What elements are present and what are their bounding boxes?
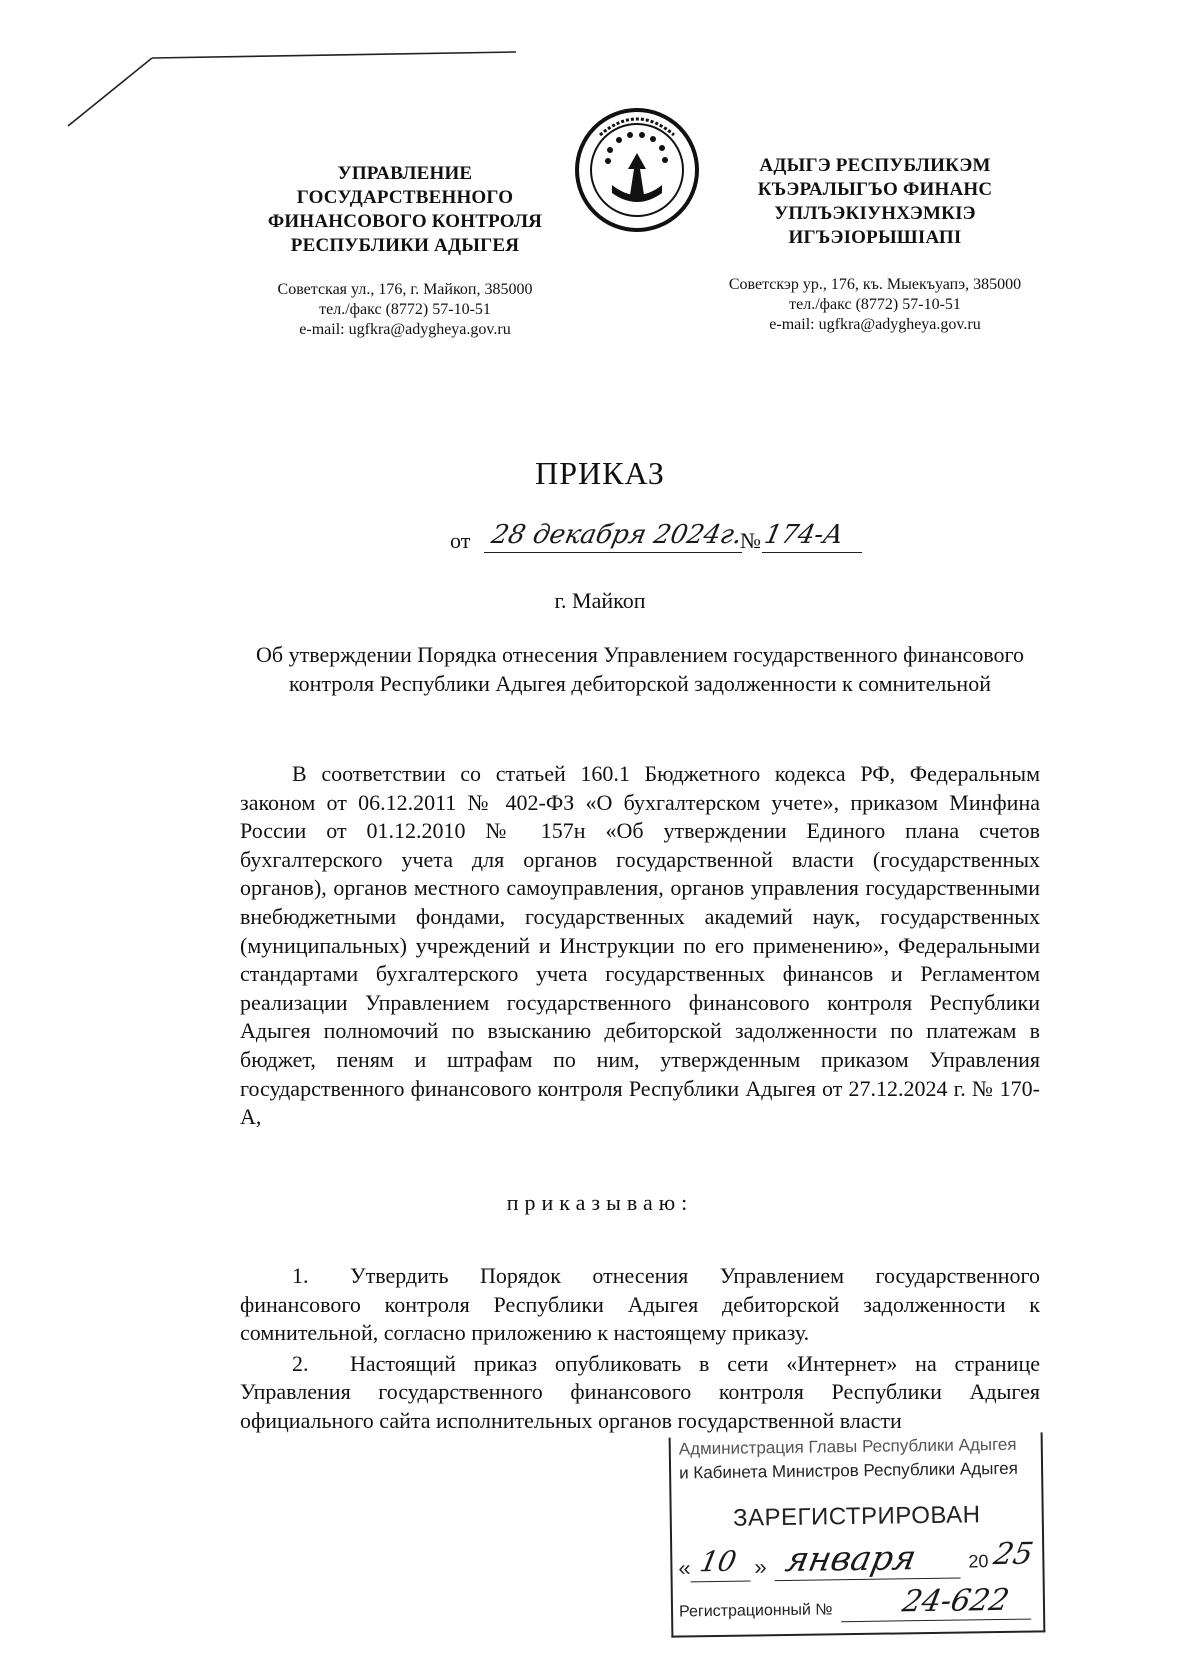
- day-underline: [691, 1580, 751, 1582]
- right-org-name: АДЫГЭ РЕСПУБЛИКЭМ КЪЭРАЛЫГЪО ФИНАНС УПЛЪЭКIУНХЭМКIЭ ИГЪЭIОРЫШIАПI: [757, 155, 993, 248]
- registration-stamp: [669, 1432, 1046, 1637]
- item-number: 1.: [292, 1263, 309, 1288]
- order-subject: Об утверждении Порядка отнесения Управлением государственного финансового контроля Республики Адыгея дебиторской задолженности к сомнительной: [256, 642, 1024, 696]
- stamp-authority-line-2: и Кабинета Министров Республики Адыгея: [678, 1458, 1019, 1483]
- handwritten-year-suffix: 25: [990, 1536, 1036, 1573]
- from-label: от: [450, 528, 471, 553]
- document-title: ПРИКАЗ: [535, 455, 665, 491]
- right-address-block: Советскэр ур., 176, къ. Мыекъуапэ, 385000 тел./факс (8772) 57-10-51 e-mail: ugfkra@adygheya.gov.ru: [728, 276, 1022, 333]
- handwritten-month: января: [782, 1538, 920, 1581]
- order-item: [240, 1350, 1040, 1436]
- item-text: Настоящий приказ опубликовать в сети «Интернет» на странице Управления государственного финансового контроля Республики Адыгея официального сайта исполнительных органов государственной власти: [240, 1350, 1040, 1433]
- item-number: 2.: [292, 1350, 309, 1376]
- reg-number-underline: [841, 1619, 1031, 1623]
- republic-coat-of-arms-emblem: [572, 105, 702, 235]
- stamp-reg-label: Регистрационный №: [678, 1601, 833, 1621]
- number-underline: [762, 552, 862, 553]
- order-item: [240, 1262, 1040, 1348]
- left-org-name: УПРАВЛЕНИЕ ГОСУДАРСТВЕННОГО ФИНАНСОВОГО КОНТРОЛЯ РЕСПУБЛИКИ АДЫГЕЯ: [267, 163, 543, 256]
- order-word: приказываю:: [506, 1190, 694, 1215]
- order-date-number-line: [450, 522, 870, 562]
- left-address-block: Советская ул., 176, г. Майкоп, 385000 тел./факс (8772) 57-10-51 e-mail: ugfkra@adygheya.gov.ru: [277, 281, 533, 338]
- item-text: Утвердить Порядок отнесения Управлением государственного финансового контроля Республики Адыгея дебиторской задолженности к сомнительной, согласно приложению к настоящему приказу.: [240, 1263, 1040, 1346]
- handwritten-reg-number: 24-622: [899, 1582, 1012, 1620]
- city-line: г. Майкоп: [554, 588, 646, 613]
- open-quote: «: [678, 1555, 691, 1581]
- date-underline: [484, 552, 742, 553]
- order-items-list: [240, 1262, 1040, 1438]
- preamble-paragraph: В соответствии со статьей 160.1 Бюджетного кодекса РФ, Федеральным законом от 06.12.2011 № 402-ФЗ «О бухгалтерском учете», приказом Минфина России от 01.12.2010 № 157н «Об утверждении Единого плана счетов бухгалтерского учета для органов государственной власти (государственных органов), органов местного самоуправления, органов управления государственными внебюджетными фондами, государственных академий наук, государственных (муниципальных) учреждений и Инструкции по его применению», Федеральными стандартами бухгалтерского учета государственных финансов и Регламентом реализации Управлением государственного финансового контроля Республики Адыгея полномочий по взысканию дебиторской задолженности по платежам в бюджет, пеням и штрафам по ним, утвержденным приказом Управления государственного финансового контроля Республики Адыгея от 27.12.2024 г. № 170-А,: [240, 761, 1040, 1130]
- handwritten-number: 174-А: [761, 520, 847, 550]
- year-prefix: 20: [968, 1551, 989, 1572]
- stamp-authority-line-1: Администрация Главы Республики Адыгея: [678, 1434, 1017, 1459]
- stamp-status: ЗАРЕГИСТРИРОВАН: [732, 1501, 981, 1532]
- close-quote: »: [754, 1554, 767, 1580]
- handwritten-date: 28 декабря 2024г.: [488, 520, 746, 550]
- handwritten-day: 10: [697, 1544, 740, 1579]
- number-label: №: [740, 528, 761, 553]
